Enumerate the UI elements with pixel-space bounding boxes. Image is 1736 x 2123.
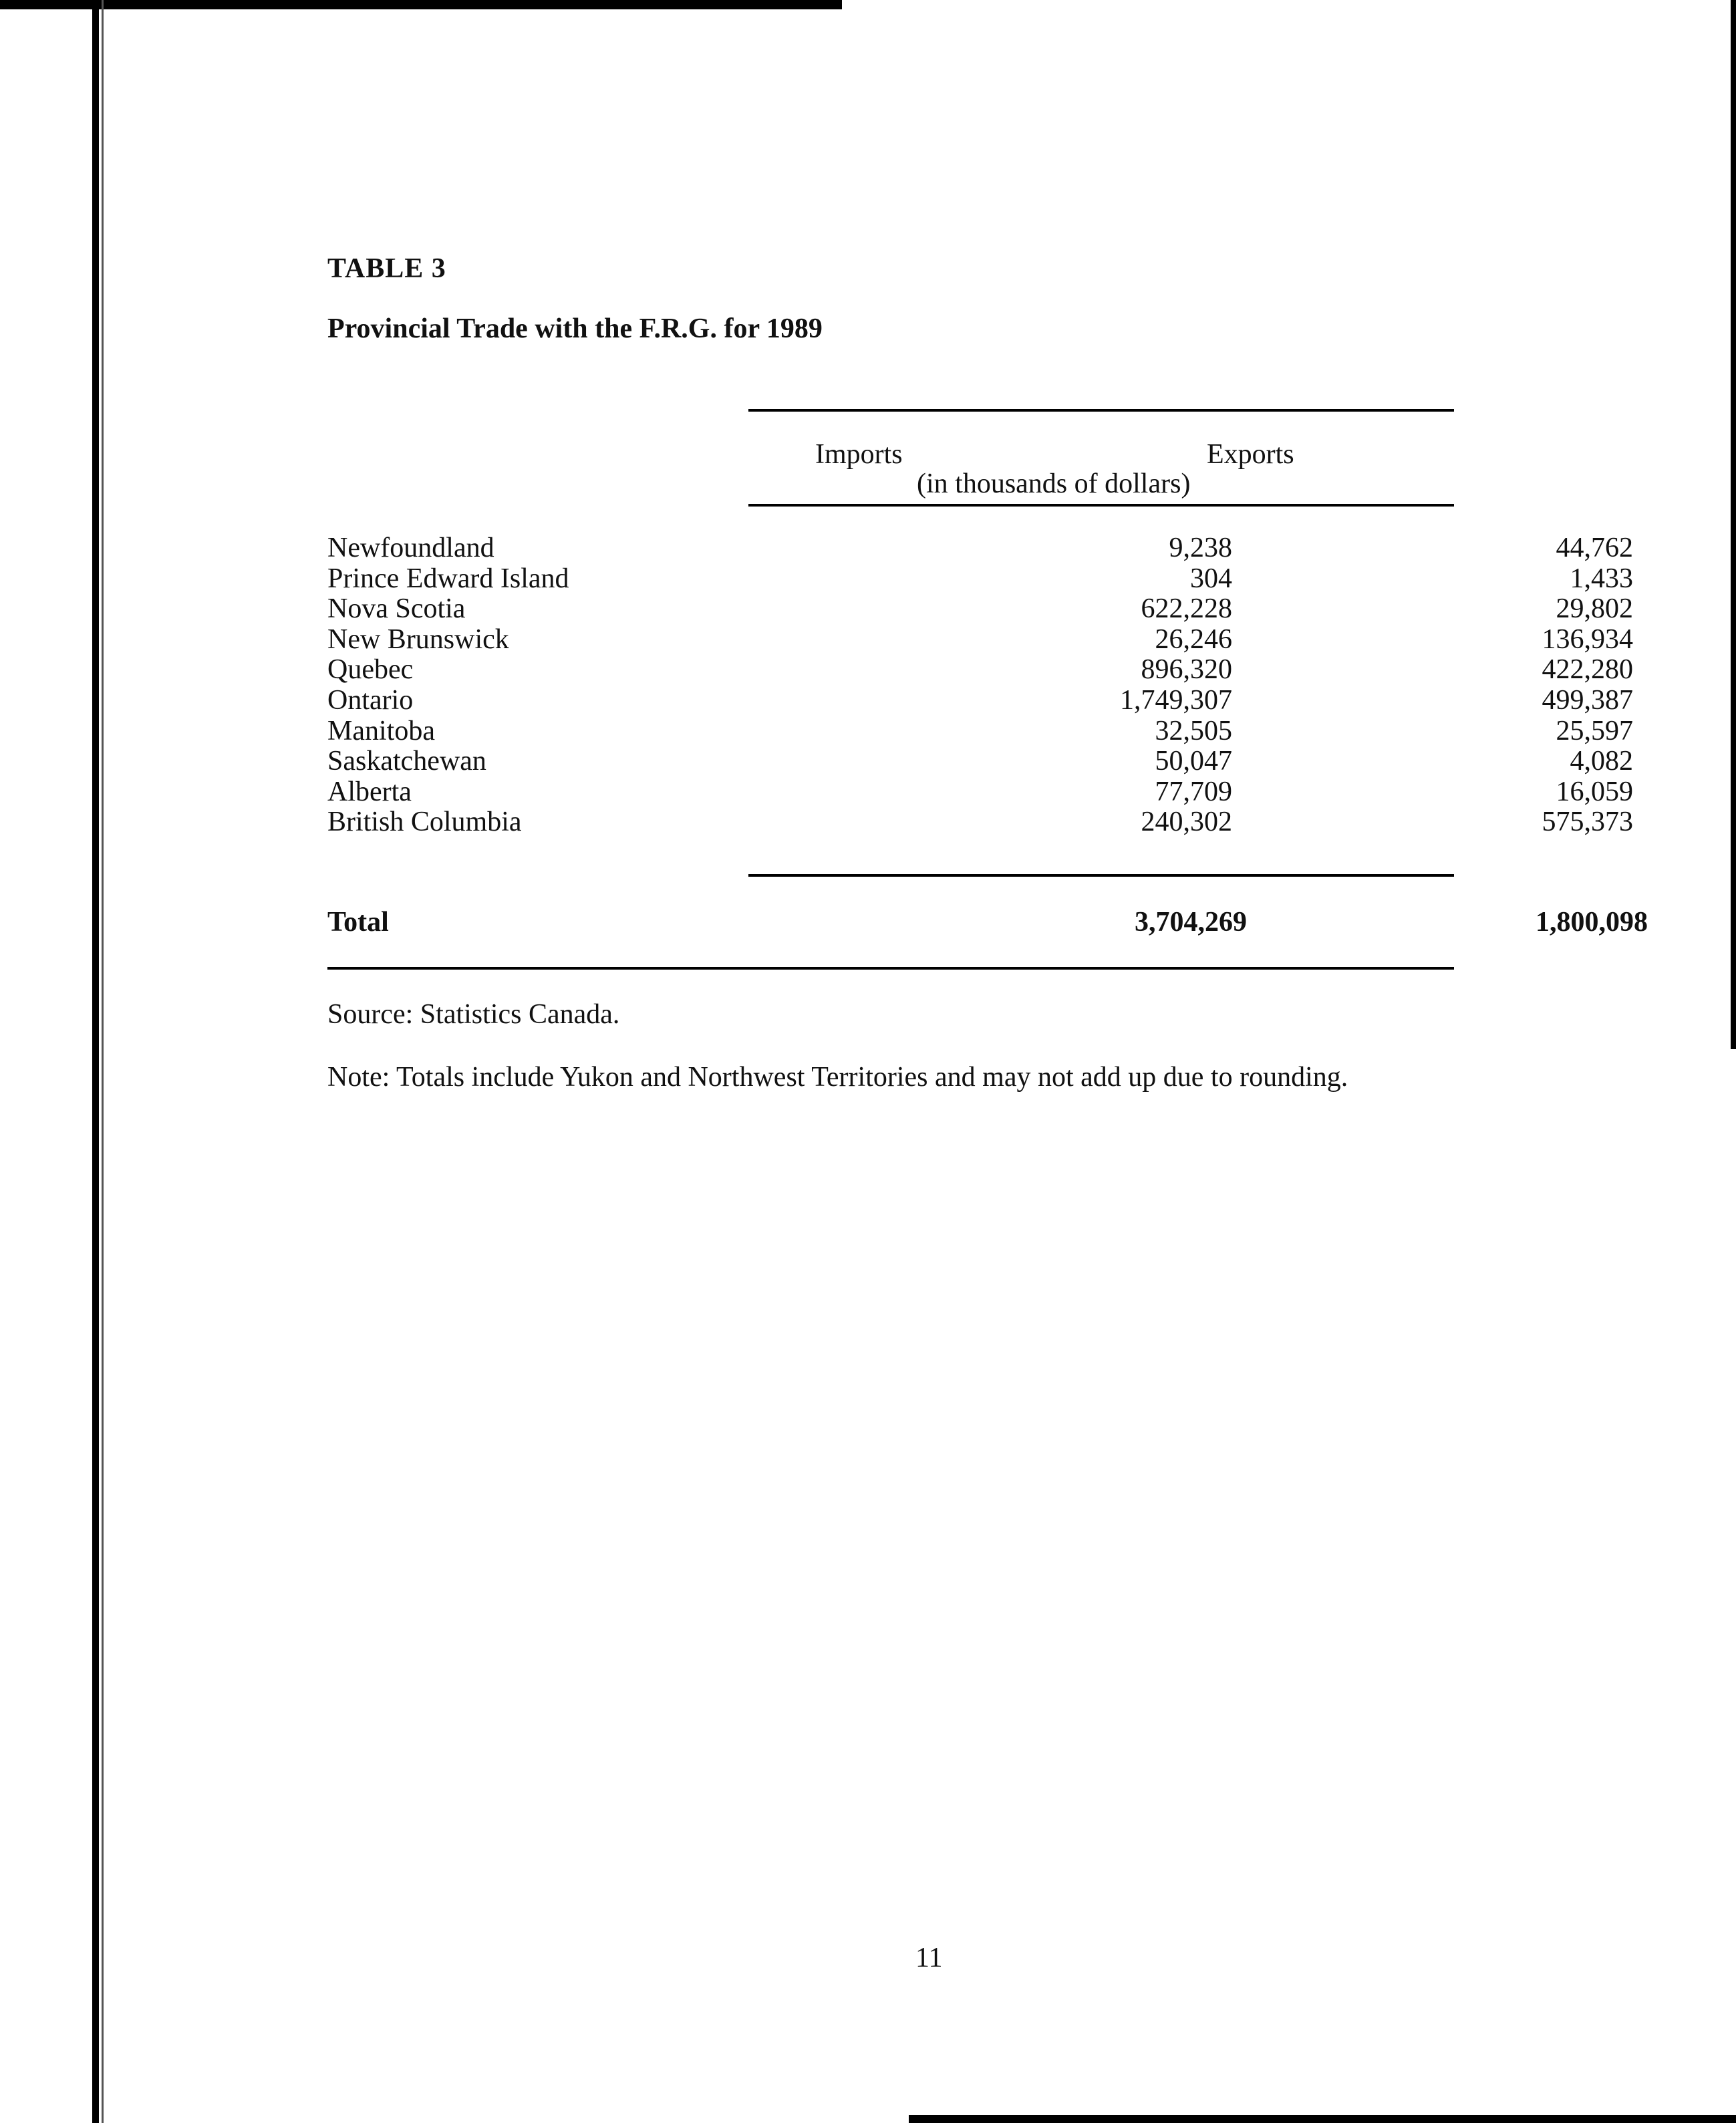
exports-value: 1,433 — [1570, 563, 1633, 594]
table-row — [327, 593, 1633, 625]
table-row — [327, 746, 1633, 777]
imports-value: 26,246 — [1155, 623, 1232, 655]
province-name: Quebec — [327, 654, 414, 686]
exports-value: 44,762 — [1556, 533, 1633, 563]
page-number: 11 — [915, 1943, 943, 1973]
exports-column-header: Exports — [1207, 439, 1294, 470]
province-name: Alberta — [327, 776, 412, 807]
scan-edge-left — [92, 0, 99, 2123]
imports-value: 1,749,307 — [1120, 684, 1232, 716]
imports-value: 77,709 — [1155, 776, 1232, 807]
province-name: Ontario — [327, 684, 414, 716]
table-row — [327, 654, 1633, 686]
table-row — [327, 623, 1633, 656]
imports-value: 240,302 — [1141, 807, 1232, 838]
exports-value: 499,387 — [1542, 684, 1633, 716]
table-title: Provincial Trade with the F.R.G. for 1989 — [327, 313, 823, 344]
table-row — [327, 533, 1633, 564]
province-name: Manitoba — [327, 715, 435, 746]
imports-value: 896,320 — [1141, 654, 1232, 686]
imports-value: 50,047 — [1155, 746, 1232, 777]
exports-value: 136,934 — [1542, 623, 1633, 655]
footnote: Note: Totals include Yukon and Northwest Territories and may not add up due to rounding. — [327, 1062, 1348, 1093]
exports-value: 4,082 — [1570, 746, 1633, 777]
scan-edge-top — [0, 0, 842, 9]
total-exports-value: 1,800,098 — [1536, 907, 1648, 938]
table-row — [327, 776, 1633, 808]
table-total-rule — [748, 874, 1454, 877]
imports-value: 32,505 — [1155, 715, 1232, 746]
table-row — [327, 715, 1633, 747]
source-note: Source: Statistics Canada. — [327, 999, 620, 1030]
exports-value: 16,059 — [1556, 776, 1633, 807]
province-name: British Columbia — [327, 807, 522, 838]
imports-value: 9,238 — [1169, 533, 1232, 563]
table-row — [327, 563, 1633, 595]
imports-value: 622,228 — [1141, 593, 1232, 625]
table-top-rule — [748, 409, 1454, 412]
total-imports-value: 3,704,269 — [1135, 907, 1247, 938]
exports-value: 25,597 — [1556, 715, 1633, 746]
province-name: New Brunswick — [327, 623, 509, 655]
total-label: Total — [327, 907, 389, 938]
province-name: Prince Edward Island — [327, 563, 569, 594]
total-row — [327, 903, 1648, 941]
exports-value: 575,373 — [1542, 807, 1633, 838]
table-row — [327, 807, 1633, 838]
scan-edge-right — [1731, 0, 1736, 1049]
scan-edge-bottom — [909, 2115, 1736, 2123]
table-label: TABLE 3 — [327, 253, 446, 284]
province-name: Newfoundland — [327, 533, 494, 563]
province-name: Nova Scotia — [327, 593, 466, 625]
table-body — [327, 533, 1633, 838]
imports-column-header: Imports — [815, 439, 903, 470]
exports-value: 422,280 — [1542, 654, 1633, 686]
table-bottom-rule — [327, 967, 1454, 970]
scan-edge-left-thin — [102, 0, 104, 2123]
table-header-rule — [748, 504, 1454, 507]
province-name: Saskatchewan — [327, 746, 486, 777]
imports-value: 304 — [1190, 563, 1232, 594]
exports-value: 29,802 — [1556, 593, 1633, 625]
table-row — [327, 684, 1633, 716]
units-caption: (in thousands of dollars) — [917, 468, 1191, 499]
